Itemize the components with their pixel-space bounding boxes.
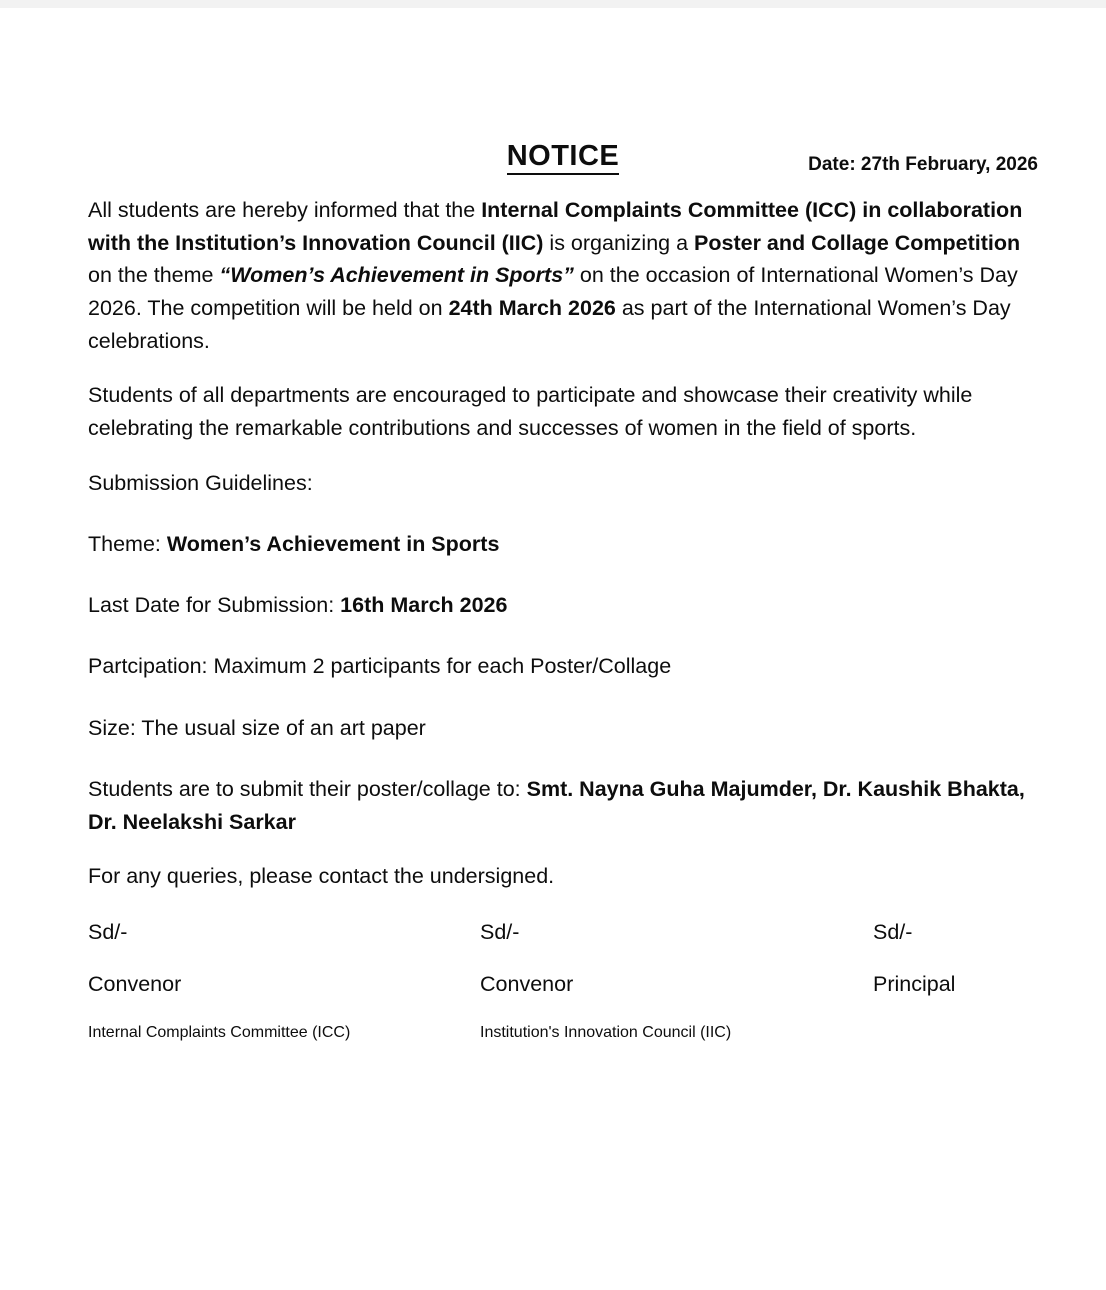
- para1-theme-bold-italic: “Women’s Achievement in Sports”: [219, 263, 574, 288]
- document-header: [88, 140, 1038, 194]
- para1-seg9: as part of the International Women’s Day celebrations.: [88, 296, 1011, 353]
- submission-contacts-line: [88, 773, 1038, 838]
- paragraph-encouragement: Students of all departments are encouraged to participate and showcase their creativity while celebrating the remarkable contributions and successes of women in the field of sports.: [88, 383, 973, 441]
- signature-role-iic: Convenor: [480, 972, 574, 996]
- submission-guidelines-heading: Submission Guidelines:: [88, 470, 313, 495]
- para1-seg7: on the occasion of International Women’s Day 2026. The competition will be held on: [88, 263, 1018, 321]
- guideline-participation-label: Partcipation:: [88, 654, 214, 679]
- para1-seg1: All students are hereby informed that the: [88, 198, 482, 222]
- page-title-text: NOTICE: [507, 140, 620, 175]
- submission-names: Smt. Nayna Guha Majumder, Dr. Kaushik Bhakta, Dr. Neelakshi Sarkar: [88, 776, 1025, 834]
- guideline-size-label: Size:: [88, 715, 142, 740]
- para1-event-bold: Poster and Collage Competition: [694, 230, 1021, 255]
- document-content: [88, 140, 1038, 922]
- signature-org-icc: Internal Complaints Committee (ICC): [88, 1024, 351, 1041]
- para1-date-bold: 24th March 2026: [448, 296, 616, 321]
- signature-org-iic: Institution's Innovation Council (IIC): [480, 1024, 732, 1041]
- para1-committee-bold: Internal Complaints Committee (ICC) in collaboration with the Institution’s Innovation Council (IIC): [88, 198, 1023, 255]
- submission-prefix: Students are to submit their poster/collage to:: [88, 776, 527, 801]
- guideline-size: [88, 712, 1038, 744]
- signature-role-row: [88, 972, 1048, 1024]
- queries-line: For any queries, please contact the undersigned.: [88, 864, 555, 889]
- guideline-theme: [88, 528, 1038, 560]
- page-top-strip: [0, 0, 1106, 8]
- para1-seg5: on the theme: [88, 263, 220, 288]
- notice-date: Date: 27th February, 2026: [808, 154, 1038, 175]
- guideline-theme-label: Theme:: [88, 531, 167, 556]
- signature-org-row: [88, 1024, 1048, 1076]
- guideline-last-date-value: 16th March 2026: [340, 593, 508, 618]
- guideline-size-value: The usual size of an art paper: [141, 715, 426, 740]
- guideline-theme-value: Women’s Achievement in Sports: [166, 531, 500, 556]
- para1-seg3: is organizing a: [543, 230, 695, 255]
- guideline-last-date-label: Last Date for Submission:: [88, 593, 341, 618]
- signature-block: [88, 920, 1048, 1076]
- guideline-last-date: [88, 589, 1038, 621]
- guideline-participation: [88, 650, 1038, 682]
- signature-sd-iic: Sd/-: [480, 920, 520, 944]
- signature-sd-icc: Sd/-: [88, 920, 128, 944]
- guideline-participation-value: Maximum 2 participants for each Poster/Collage: [213, 654, 672, 679]
- signature-sd-principal: Sd/-: [873, 920, 913, 944]
- signature-role-icc: Convenor: [88, 972, 182, 996]
- signature-role-principal: Principal: [873, 972, 956, 996]
- paragraph-intro: [88, 194, 1038, 357]
- signature-sd-row: [88, 920, 1048, 972]
